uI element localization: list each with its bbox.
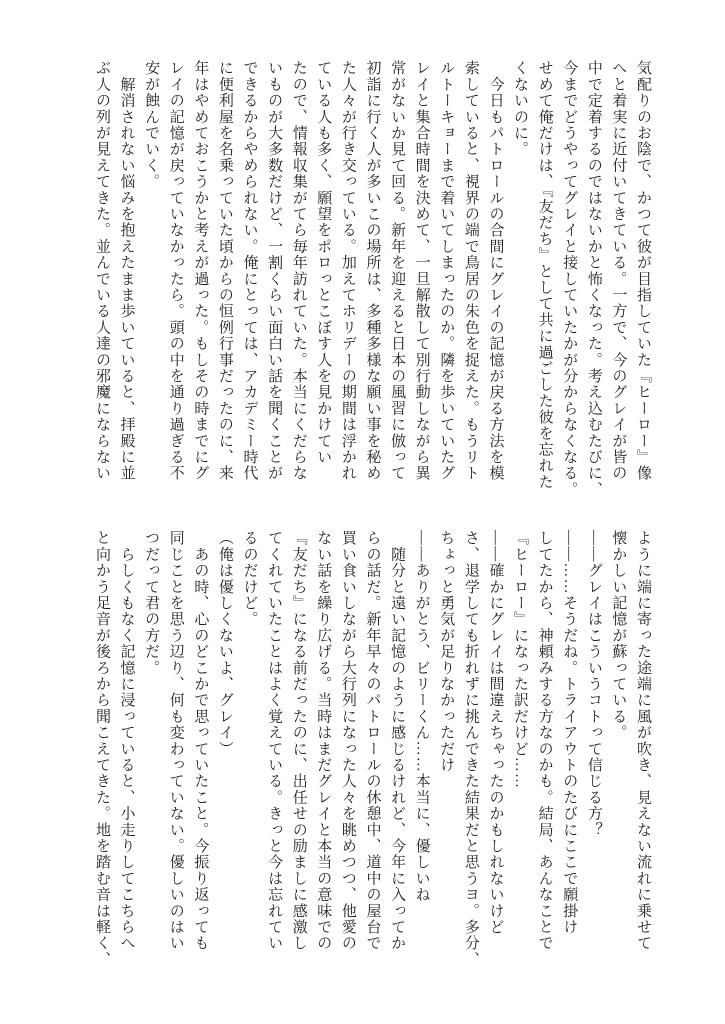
text-column: ――……そうだね。トライアウトのたびにここで願掛け	[561, 530, 578, 935]
text-column: たので、情報収集がてら毎年訪れていた。本当にくだらな	[290, 60, 307, 482]
text-column: ちょっと勇気が足りなかっただけ	[438, 530, 455, 773]
text-column: レイと集合時間を決めて、一旦解散して別行動しながら異	[413, 60, 430, 482]
text-column: 同じことを思う辺り、何も変わっていない。優しいのはい	[167, 530, 184, 952]
text-column: に便利屋を名乗っていた頃からの恒例行事だったのに、来	[216, 60, 233, 482]
text-column: ない話を繰り広げる。当時はまだグレイと本当の意味での	[315, 530, 332, 952]
text-column: 気配りのお陰で、かつて彼が目指していた『ヒーロー』像	[635, 60, 651, 482]
text-column: ぶ人の列が見えてきた。並んでいる人達の邪魔にならない	[93, 60, 110, 482]
text-column: ――確かにグレイは間違えちゃったのかもしれないけど	[487, 530, 504, 935]
text-column: ――グレイはこういうコトって信じる方？	[585, 530, 602, 838]
text-column: 懐かしい記憶が蘇っている。	[610, 530, 627, 741]
text-column: へと着実に近付いてきている。一方で、今のグレイが皆の	[610, 60, 627, 482]
text-column: 常がないか見て回る。新年を迎えると日本の風習に倣って	[389, 60, 406, 482]
text-column: せめて俺だけは、『友だち』として共に過ごした彼を忘れた	[536, 60, 553, 490]
text-column: 安が蝕んでいく。	[143, 60, 160, 190]
text-column: ている人も多く、願望をポロっとこぼす人を見かけてい	[315, 60, 332, 465]
text-column: 解消されない悩みを抱えたまま歩いていると、拝殿に並	[118, 60, 135, 482]
text-column: つだって君の方だ。	[143, 530, 160, 676]
text-column: あの時、心のどこかで思っていたこと。今振り返っても	[192, 530, 209, 952]
text-column: 中で定着するのではないかと怖くなった。考え込むたびに、	[585, 60, 602, 498]
text-column: 索していると、視界の端で鳥居の朱色を捉えた。もうリト	[462, 60, 479, 482]
text-column: 年はやめておこうかと考えが過った。もしその時までにグ	[192, 60, 209, 482]
text-column: らしくもなく記憶に浸っていると、小走りしてこちらへ	[118, 530, 135, 952]
text-column: 今日もパトロールの合間にグレイの記憶が戻る方法を模	[487, 60, 504, 482]
text-block-top	[89, 60, 655, 520]
text-column: 『友だち』になる前だったのに、出任せの励ましに感激し	[290, 530, 307, 952]
text-column: いものが大多数だけど、一割くらい面白い話を聞くことが	[266, 60, 283, 482]
text-column: 初詣に行く人が多いこの場所は、多種多様な願い事を秘め	[364, 60, 381, 482]
text-column: 随分と遠い記憶のように感じるけれど、今年に入ってか	[389, 530, 406, 952]
text-column: レイの記憶が戻っていなかったら。頭の中を通り過ぎる不	[167, 60, 184, 482]
text-column: してたから、神頼みする方なのかも。結局、あんなことで	[536, 530, 553, 952]
text-column: ――ありがとう、ビリーくん……本当に、優しいね	[413, 530, 430, 903]
text-column: くないのに。	[512, 60, 529, 158]
text-column: るのだけど。	[241, 530, 258, 628]
text-column: らの話だ。新年早々のパトロールの休憩中、道中の屋台で	[364, 530, 381, 952]
text-column: ルトーキョーまで着いてしまったのか。隣を歩いていたグ	[438, 60, 455, 482]
text-column: さ、退学しても折れずに挑んできた結果だと思うヨ。多分、	[462, 530, 479, 968]
text-column: 買い食いしながら大行列になった人々を眺めつつ、他愛の	[339, 530, 356, 952]
text-column: 『ヒーロー』になった訳だけど……	[512, 530, 529, 790]
text-column: と向かう足音が後ろから聞こえてきた。地を踏む音は軽く、	[93, 530, 110, 968]
text-column: ように端に寄った途端に風が吹き、見えない流れに乗せて	[635, 530, 651, 952]
text-column: できるからやめられない。俺にとっては、アカデミー時代	[241, 60, 258, 482]
text-block-bottom	[89, 530, 655, 990]
text-column: 今までどうやってグレイと接していたかが分からなくなる。	[561, 60, 578, 498]
text-column: てくれていたことはよく覚えている。きっと今は忘れてい	[266, 530, 283, 952]
text-column: た人々が行き交っている。加えてホリデーの期間は浮かれ	[339, 60, 356, 482]
text-column: （俺は優しくないよ、グレイ）	[216, 530, 233, 757]
